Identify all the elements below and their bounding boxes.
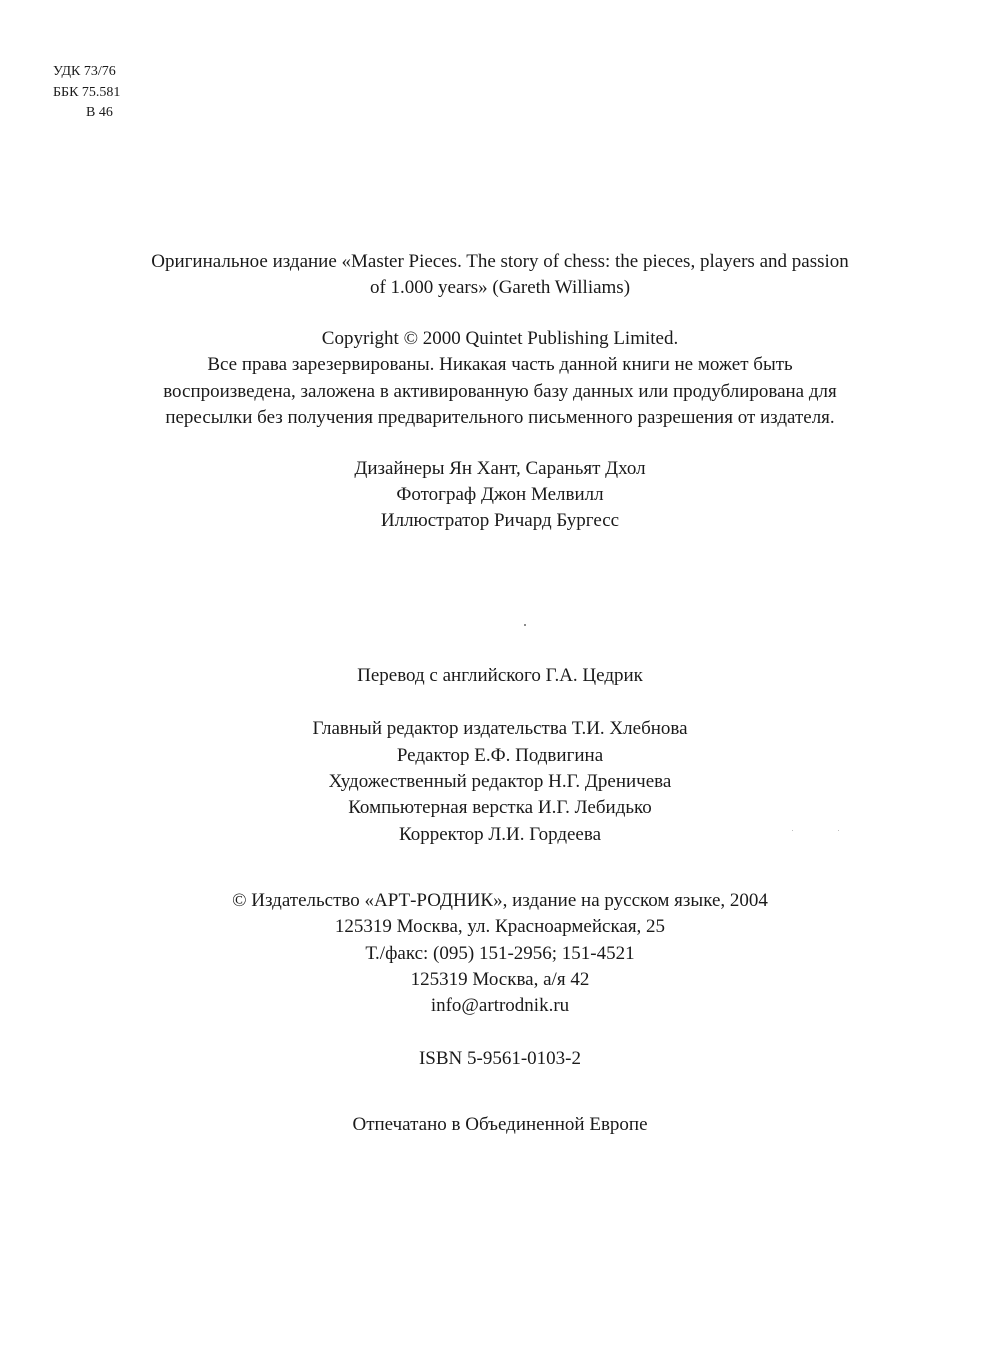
scan-speck: [792, 830, 793, 831]
rights-line-1: Все права зарезервированы. Никакая часть данной книги не может быть: [207, 354, 793, 375]
publisher-po-box: 125319 Москва, а/я 42: [410, 969, 590, 990]
rights-line-2: воспроизведена, заложена в активированную базу данных или продублирована для: [163, 381, 837, 402]
proofreader-credit: Корректор Л.И. Гордеева: [398, 824, 602, 845]
art-editor-credit: Художественный редактор Н.Г. Дреничева: [328, 771, 672, 792]
original-edition-line-2: of 1.000 years» (Gareth Williams): [369, 277, 631, 298]
author-mark-code: В 46: [86, 105, 113, 120]
editor-credit: Редактор Е.Ф. Подвигина: [396, 745, 604, 766]
publisher-address: 125319 Москва, ул. Красноармейская, 25: [334, 916, 666, 937]
scan-speck: [838, 830, 839, 831]
bbk-code: ББК 75.581: [53, 85, 121, 100]
publisher-copyright: © Издательство «АРТ-РОДНИК», издание на русском языке, 2004: [232, 890, 768, 911]
printed-in: Отпечатано в Объединенной Европе: [352, 1114, 648, 1135]
photographer-credit: Фотограф Джон Мелвилл: [396, 484, 604, 505]
designers-credit: Дизайнеры Ян Хант, Сараньят Дхол: [354, 458, 646, 479]
illustrator-credit: Иллюстратор Ричард Бургесс: [380, 510, 620, 531]
layout-credit: Компьютерная верстка И.Г. Лебидько: [348, 797, 652, 818]
scan-speck: [524, 624, 526, 626]
translation-credit: Перевод с английского Г.А. Цедрик: [357, 665, 643, 686]
chief-editor-credit: Главный редактор издательства Т.И. Хлебнова: [312, 718, 688, 739]
publisher-email: info@artrodnik.ru: [430, 995, 570, 1016]
original-edition-line-1: Оригинальное издание «Master Pieces. The story of chess: the pieces, players and passion: [151, 251, 849, 272]
copyright-line: Copyright © 2000 Quintet Publishing Limited.: [321, 328, 679, 349]
publisher-phone: Т./факс: (095) 151-2956; 151-4521: [365, 943, 635, 964]
rights-line-3: пересылки без получения предварительного письменного разрешения от издателя.: [165, 407, 835, 428]
isbn: ISBN 5-9561-0103-2: [418, 1048, 582, 1069]
udk-code: УДК 73/76: [53, 64, 116, 79]
